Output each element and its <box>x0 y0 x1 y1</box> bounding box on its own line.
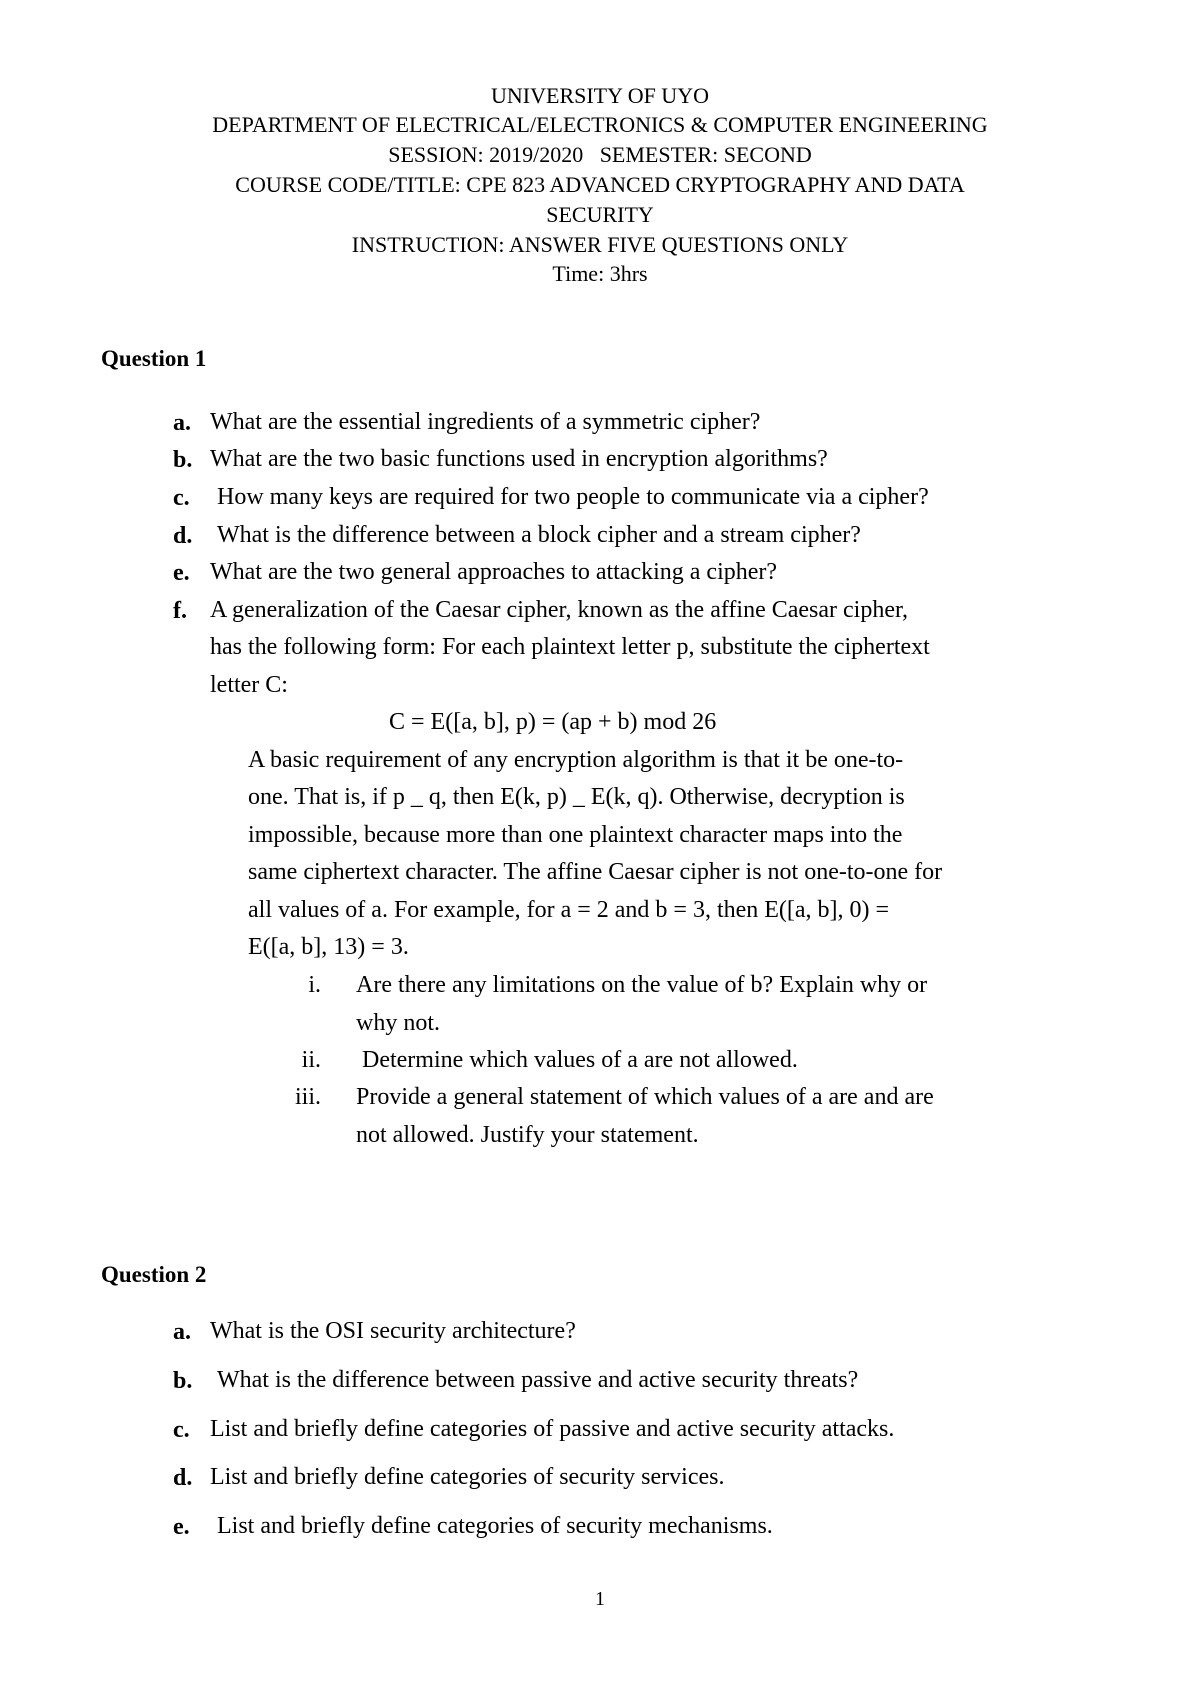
course-title-line1: COURSE CODE/TITLE: CPE 823 ADVANCED CRYPTOGRAPHY AND DATA <box>235 172 965 197</box>
time-line: Time: 3hrs <box>552 261 648 286</box>
q1-c-letter: c. <box>173 485 190 511</box>
q1-a-letter: a. <box>173 410 191 436</box>
q1-f-line1: A generalization of the Caesar cipher, known as the affine Caesar cipher, <box>210 597 909 623</box>
q1-f-iii-line2: not allowed. Justify your statement. <box>356 1122 699 1148</box>
q1-f-iii-label: iii. <box>294 1084 321 1110</box>
question-2-heading: Question 2 <box>101 1262 207 1287</box>
q2-c-text: List and briefly define categories of passive and active security attacks. <box>210 1416 895 1442</box>
q1-f-para-line3: impossible, because more than one plaintext character maps into the <box>248 822 903 848</box>
q1-e-text: What are the two general approaches to attacking a cipher? <box>210 559 778 585</box>
course-title-line2: SECURITY <box>546 202 654 227</box>
session-line: SESSION: 2019/2020 SEMESTER: SECOND <box>388 142 812 167</box>
q1-f-para-line1: A basic requirement of any encryption algorithm is that it be one-to- <box>248 747 904 773</box>
q1-d-text: What is the difference between a block cipher and a stream cipher? <box>217 522 861 548</box>
q1-b-text: What are the two basic functions used in encryption algorithms? <box>210 446 828 472</box>
q1-f-ii-line1: Determine which values of a are not allowed. <box>362 1047 798 1073</box>
department-name: DEPARTMENT OF ELECTRICAL/ELECTRONICS & COMPUTER ENGINEERING <box>212 112 988 137</box>
q2-a-letter: a. <box>173 1319 191 1345</box>
q1-f-para-line2: one. That is, if p _ q, then E(k, p) _ E(k, q). Otherwise, decryption is <box>248 784 905 810</box>
q1-c-text: How many keys are required for two people to communicate via a cipher? <box>217 484 929 510</box>
question-1-heading: Question 1 <box>101 346 207 371</box>
q1-f-para-line5: all values of a. For example, for a = 2 and b = 3, then E([a, b], 0) = <box>248 897 890 923</box>
q1-f-line2: has the following form: For each plaintext letter p, substitute the ciphertext <box>210 634 930 660</box>
q2-a-text: What is the OSI security architecture? <box>210 1318 576 1344</box>
q1-f-i-line2: why not. <box>356 1010 440 1036</box>
q1-f-para-line6: E([a, b], 13) = 3. <box>248 934 409 960</box>
q2-e-text: List and briefly define categories of security mechanisms. <box>217 1513 773 1539</box>
q1-f-iii-line1: Provide a general statement of which values of a are and are <box>356 1084 934 1110</box>
q1-e-letter: e. <box>173 560 190 586</box>
instruction-line: INSTRUCTION: ANSWER FIVE QUESTIONS ONLY <box>351 232 849 257</box>
university-name: UNIVERSITY OF UYO <box>491 83 709 108</box>
q1-f-para-line4: same ciphertext character. The affine Caesar cipher is not one-to-one for <box>248 859 943 885</box>
q2-d-letter: d. <box>173 1465 193 1491</box>
q1-a-text: What are the essential ingredients of a symmetric cipher? <box>210 409 761 435</box>
q2-b-text: What is the difference between passive and active security threats? <box>217 1367 859 1393</box>
page-number: 1 <box>595 1588 605 1610</box>
q1-f-line3: letter C: <box>210 672 288 698</box>
q2-b-letter: b. <box>173 1368 193 1394</box>
q1-f-ii-label: ii. <box>301 1047 321 1073</box>
q1-b-letter: b. <box>173 447 193 473</box>
q1-f-i-label: i. <box>308 972 321 998</box>
q2-e-letter: e. <box>173 1514 190 1540</box>
q1-f-letter: f. <box>173 598 187 624</box>
q1-f-i-line1: Are there any limitations on the value of b? Explain why or <box>356 972 928 998</box>
q2-c-letter: c. <box>173 1417 190 1443</box>
q2-d-text: List and briefly define categories of security services. <box>210 1464 725 1490</box>
affine-formula: C = E([a, b], p) = (ap + b) mod 26 <box>389 709 717 735</box>
q1-d-letter: d. <box>173 523 193 549</box>
